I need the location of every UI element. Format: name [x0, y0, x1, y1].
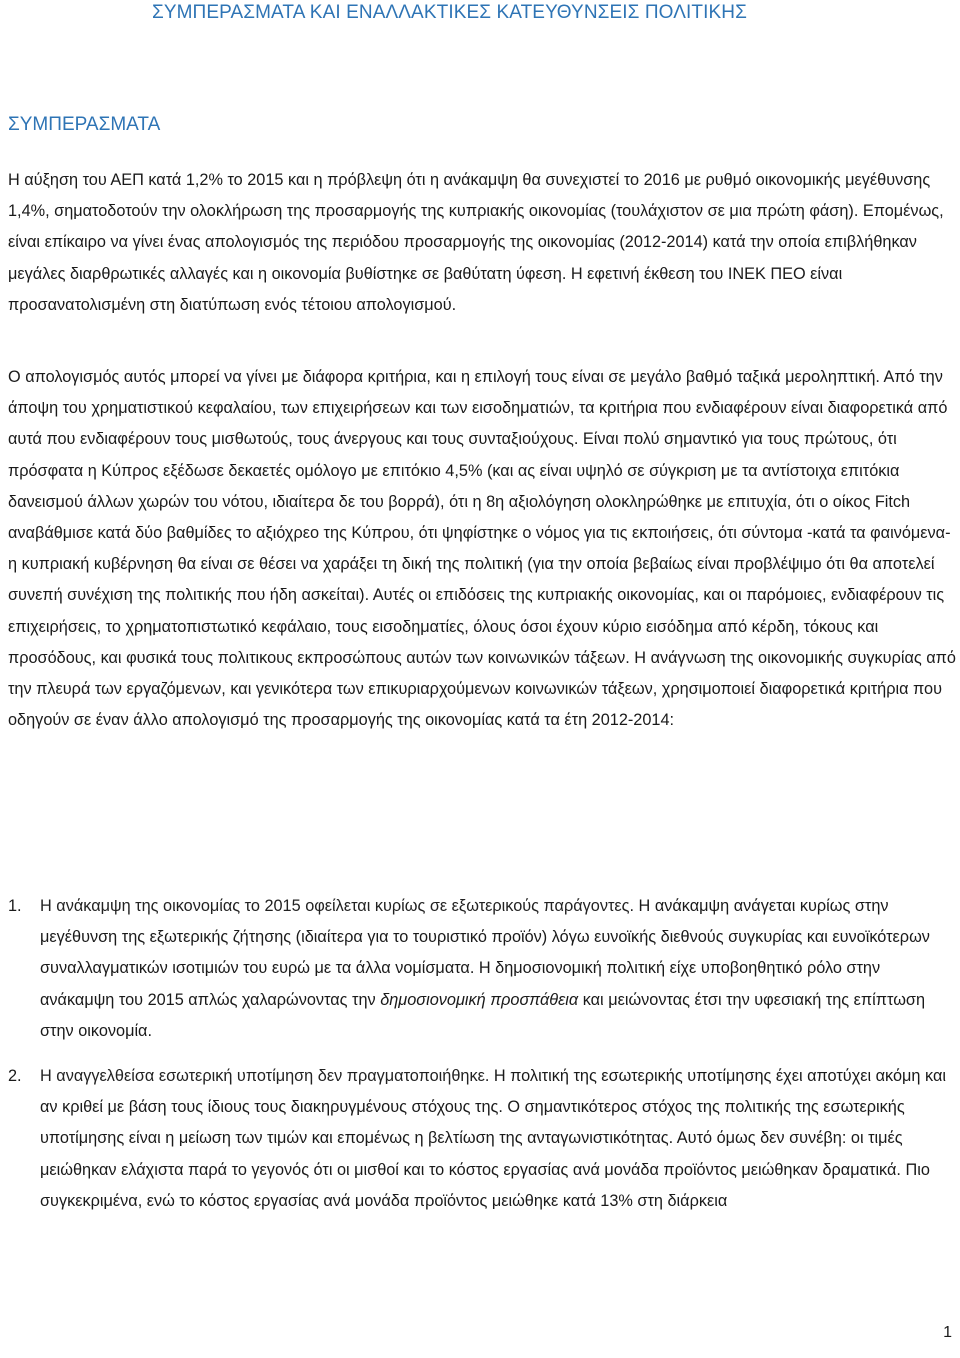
findings-list	[0, 891, 960, 1217]
list-item	[0, 1061, 956, 1217]
list-item-text: Η πολιτική της εσωτερικής υποτίμησης έχει αποτύχει ακόμη και αν κριθεί με βάση τους ίδιους τους διακηρυγμένους στόχους της. Ο σημαντικότερος στόχος της πολιτικής της εσωτερικής υποτίμησης είναι η μείωση των τιμών και επομένως η βελτίωση της ανταγωνιστικότητας. Αυτό όμως δεν συνέβη: οι τιμές μειώθηκαν ελάχιστα παρά το γεγονός ότι οι μισθοί και το κόστος εργασίας ανά μονάδα προϊόντος μειώθηκαν δραματικά. Πιο συγκεκριμένα, ενώ το κόστος εργασίας ανά μονάδα προϊόντος μειώθηκε κατά 13% στη διάρκεια	[40, 1067, 946, 1210]
list-item-emphasis: δημοσιονομική προσπάθεια	[380, 990, 579, 1009]
list-item-number: 1.	[8, 897, 22, 915]
paragraph-2: Ο απολογισμός αυτός μπορεί να γίνει με διάφορα κριτήρια, και η επιλογή τους είναι σε μεγάλο βαθμό ταξικά μεροληπτική. Από την άποψη του χρηματιστικού κεφαλαίου, των επιχειρήσεων και των εισοδηματιών, τα κριτήρια που ενδιαφέρουν είναι διαφορετικά από αυτά που ενδιαφέρουν τους μισθωτούς, τους άνεργους και τους συνταξιούχους. Είναι πολύ σημαντικό για τους πρώτους, ότι πρόσφατα η Κύπρος εξέδωσε δεκαετές ομόλογο με επιτόκιο 4,5% (και ας είναι υψηλό σε σύγκριση με τα αντίστοιχα επιτόκια δανεισμού άλλων χωρών του νότου, ιδιαίτερα δε του βορρά), ότι η 8η αξιολόγηση ολοκληρώθηκε με επιτυχία, ότι ο οίκος Fitch αναβάθμισε κατά δύο βαθμίδες το αξιόχρεο της Κύπρου, ότι ψηφίστηκε ο νόμος για τις εκποιήσεις, ότι σύντομα -κατά τα φαινόμενα- η κυπριακή κυβέρνηση θα είναι σε θέσει να χαράξει τη δική της πολιτική (για την οποία βεβαίως είναι προβλέψιμο ότι θα αποτελεί συνεπή συνέχιση της πολιτικής που ήδη ασκείται). Αυτές οι επιδόσεις της κυπριακής οικονομίας, και οι παρόμοιες, ενδιαφέρουν τις επιχειρήσεις, το χρηματοπιστωτικό κεφάλαιο, τους εισοδηματίες, όλους όσοι έχουν κύριο εισόδημα από κέρδη, τόκους και προσόδους, και φυσικά τους πολιτικους εκπροσώπους αυτών των κοινωνικών τάξεων. Η ανάγνωση της οικονομικής συγκυρίας από την πλευρά των εργαζόμενων, και γενικότερα των επικυριαρχούμενων κοινωνικών τάξεων, χρησιμοποιεί διαφορετικά κριτήρια που οδηγούν σε έναν άλλο απολογισμό της προσαρμογής της οικονομίας κατά τα έτη 2012-2014:	[8, 368, 956, 730]
list-item-number: 2.	[8, 1067, 22, 1086]
list-item-lead: Η ανάκαμψη της οικονομίας το 2015 οφείλεται κυρίως σε εξωτερικούς παράγοντες.	[40, 897, 635, 915]
list-item	[0, 891, 956, 1047]
list-item-lead: Η αναγγελθείσα εσωτερική υποτίμηση δεν πραγματοποιήθηκε.	[40, 1067, 490, 1086]
paragraph-1: Η αύξηση του ΑΕΠ κατά 1,2% το 2015 και η πρόβλεψη ότι η ανάκαμψη θα συνεχιστεί το 2016 με ρυθμό οικονομικής μεγέθυνσης 1,4%, σηματοδοτούν την ολοκλήρωση της προσαρμογής της κυπριακής οικονομίας (τουλάχιστον σε μια πρώτη φάση). Επομένως, είναι επίκαιρο να γίνει ένας απολογισμός της περιόδου προσαρμογής της οικονομίας (2012-2014) κατά την οποία επιβλήθηκαν μεγάλες διαρθρωτικές αλλαγές και η οικονομία βυθίστηκε σε βαθύτατη ύφεση. Η εφετινή έκθεση του ΙΝΕΚ ΠΕΟ είναι προσανατολισμένη στη διατύπωση ενός τέτοιου απολογισμού.	[8, 171, 944, 314]
section-heading: ΣΥΜΠΕΡΑΣΜΑΤΑ	[8, 114, 161, 135]
page-title: ΣΥΜΠΕΡΑΣΜΑΤΑ ΚΑΙ ΕΝΑΛΛΑΚΤΙΚΕΣ ΚΑΤΕΥΘΥΝΣΕΙΣ ΠΟΛΙΤΙΚΗΣ	[152, 2, 747, 23]
list-item-text: Η ανάκαμψη ανάγεται κυρίως στην μεγέθυνση της εξωτερικής ζήτησης (ιδιαίτερα για το τουριστικό προϊόν) λόγω ευνοϊκής διεθνούς συγκυρίας και ευνοϊκότερων συναλλαγματικών ισοτιμιών του ευρώ με τα άλλα νομίσματα. Η δημοσιονομική πολιτική είχε υποβοηθητικό ρόλο στην ανάκαμψη του 2015 απλώς χαλαρώνοντας την	[40, 897, 930, 1009]
list-item-text-end: και μειώνοντας έτσι την υφεσιακή της επίπτωση στην οικονομία.	[40, 990, 926, 1040]
page-number: 1	[943, 1324, 952, 1341]
